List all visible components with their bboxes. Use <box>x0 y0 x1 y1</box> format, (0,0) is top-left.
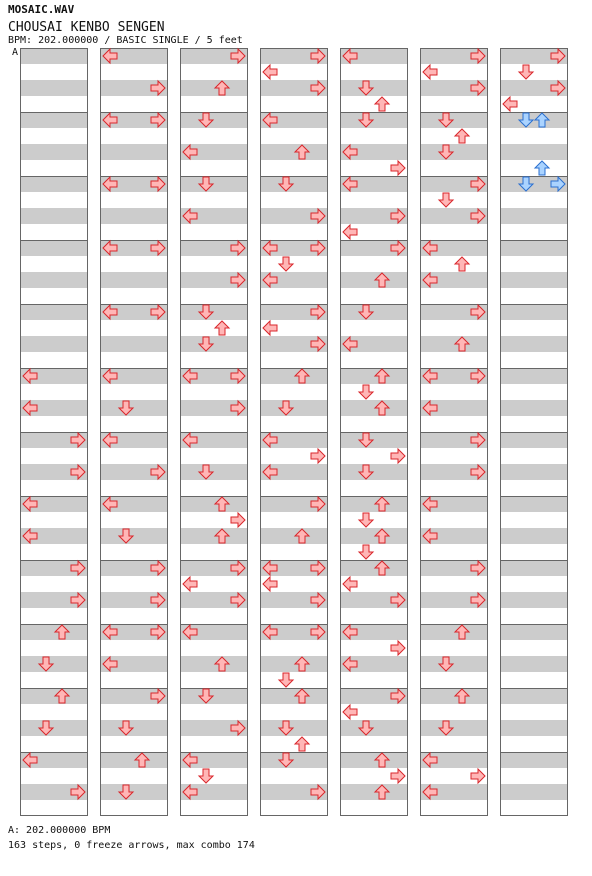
beat-stripe <box>20 80 88 96</box>
beat-stripe <box>500 272 568 288</box>
beat-stripe <box>100 208 168 224</box>
arrow-up-icon <box>375 97 389 111</box>
beat-stripe <box>180 176 248 192</box>
beat-stripe <box>260 400 328 416</box>
arrow-down-icon <box>359 385 373 399</box>
arrow-left-icon <box>423 65 437 79</box>
beat-stripe <box>340 112 408 128</box>
song-title: CHOUSAI KENBO SENGEN <box>8 20 165 35</box>
bpm-marker: A <box>12 47 19 58</box>
beat-stripe <box>180 304 248 320</box>
beat-stripe <box>180 688 248 704</box>
chart-column <box>340 48 408 816</box>
arrow-up-icon <box>215 321 229 335</box>
beat-stripe <box>420 144 488 160</box>
beat-stripe <box>500 464 568 480</box>
beat-stripe <box>500 208 568 224</box>
beat-stripe <box>180 336 248 352</box>
arrow-down-icon <box>279 257 293 271</box>
beat-stripe <box>20 176 88 192</box>
arrow-right-icon <box>391 161 405 175</box>
arrow-right-icon <box>231 513 245 527</box>
arrow-down-icon <box>199 769 213 783</box>
beat-stripe <box>180 656 248 672</box>
arrow-left-icon <box>503 97 517 111</box>
beat-stripe <box>100 144 168 160</box>
beat-stripe <box>500 688 568 704</box>
arrow-up-icon <box>455 129 469 143</box>
beat-stripe <box>180 528 248 544</box>
beat-stripe <box>500 144 568 160</box>
beat-stripe <box>20 240 88 256</box>
beat-stripe <box>500 496 568 512</box>
arrow-left-icon <box>183 577 197 591</box>
beat-stripe <box>260 720 328 736</box>
arrow-left-icon <box>343 577 357 591</box>
beat-stripe <box>100 720 168 736</box>
beat-stripe <box>420 112 488 128</box>
beat-stripe <box>340 368 408 384</box>
arrow-right-icon <box>391 641 405 655</box>
chart-column <box>420 48 488 816</box>
beat-stripe <box>420 336 488 352</box>
beat-stripe <box>500 400 568 416</box>
beat-stripe <box>20 144 88 160</box>
beat-stripe <box>20 688 88 704</box>
beat-stripe <box>340 304 408 320</box>
beat-stripe <box>20 48 88 64</box>
beat-stripe <box>100 336 168 352</box>
arrow-left-icon <box>263 321 277 335</box>
chart-column <box>180 48 248 816</box>
arrow-up-icon <box>535 161 549 175</box>
file-name: MOSAIC.WAV <box>8 3 75 16</box>
beat-stripe <box>500 752 568 768</box>
chart-column <box>260 48 328 816</box>
beat-stripe <box>260 368 328 384</box>
chart-stats: 163 steps, 0 freeze arrows, max combo 174 <box>8 840 255 851</box>
arrow-down-icon <box>359 513 373 527</box>
beat-stripe <box>500 592 568 608</box>
arrow-right-icon <box>471 769 485 783</box>
beat-stripe <box>20 112 88 128</box>
chart-column <box>100 48 168 816</box>
beat-stripe <box>180 464 248 480</box>
beat-stripe <box>500 656 568 672</box>
beat-stripe <box>500 112 568 128</box>
beat-stripe <box>340 496 408 512</box>
beat-stripe <box>500 720 568 736</box>
beat-stripe <box>420 720 488 736</box>
beat-stripe <box>100 272 168 288</box>
beat-stripe <box>20 336 88 352</box>
beat-stripe <box>340 80 408 96</box>
arrow-down-icon <box>359 545 373 559</box>
beat-stripe <box>340 272 408 288</box>
beat-stripe <box>20 304 88 320</box>
beat-stripe <box>500 240 568 256</box>
beat-stripe <box>340 752 408 768</box>
arrow-down-icon <box>279 673 293 687</box>
chart-info: BPM: 202.000000 / BASIC SINGLE / 5 feet <box>8 35 243 46</box>
beat-stripe <box>20 208 88 224</box>
beat-stripe <box>20 720 88 736</box>
beat-stripe <box>500 784 568 800</box>
beat-stripe <box>260 528 328 544</box>
beat-stripe <box>340 432 408 448</box>
beat-stripe <box>500 432 568 448</box>
beat-stripe <box>260 144 328 160</box>
beat-stripe <box>340 528 408 544</box>
beat-stripe <box>100 528 168 544</box>
beat-stripe <box>180 112 248 128</box>
beat-stripe <box>20 624 88 640</box>
beat-stripe <box>260 656 328 672</box>
beat-stripe <box>340 464 408 480</box>
beat-stripe <box>500 560 568 576</box>
beat-stripe <box>260 176 328 192</box>
beat-stripe <box>500 368 568 384</box>
beat-stripe <box>500 624 568 640</box>
arrow-left-icon <box>263 65 277 79</box>
arrow-right-icon <box>391 449 405 463</box>
beat-stripe <box>500 304 568 320</box>
beat-stripe <box>340 400 408 416</box>
chart-column <box>20 48 88 816</box>
beat-stripe <box>420 656 488 672</box>
beat-stripe <box>420 688 488 704</box>
arrow-down-icon <box>519 65 533 79</box>
beat-stripe <box>340 784 408 800</box>
beat-stripe <box>180 80 248 96</box>
beat-stripe <box>260 752 328 768</box>
beat-stripe <box>500 336 568 352</box>
bpm-legend: A: 202.000000 BPM <box>8 825 111 836</box>
beat-stripe <box>100 784 168 800</box>
beat-stripe <box>180 496 248 512</box>
beat-stripe <box>420 624 488 640</box>
beat-stripe <box>500 528 568 544</box>
arrow-up-icon <box>295 737 309 751</box>
arrow-right-icon <box>311 449 325 463</box>
beat-stripe <box>100 400 168 416</box>
beat-stripe <box>100 752 168 768</box>
arrow-left-icon <box>343 705 357 719</box>
chart-column <box>500 48 568 816</box>
arrow-left-icon <box>263 577 277 591</box>
arrow-up-icon <box>455 257 469 271</box>
arrow-left-icon <box>343 225 357 239</box>
beat-stripe <box>340 720 408 736</box>
beat-stripe <box>260 688 328 704</box>
arrow-down-icon <box>439 193 453 207</box>
beat-stripe <box>20 656 88 672</box>
beat-stripe <box>20 272 88 288</box>
arrow-right-icon <box>391 769 405 783</box>
beat-stripe <box>340 560 408 576</box>
